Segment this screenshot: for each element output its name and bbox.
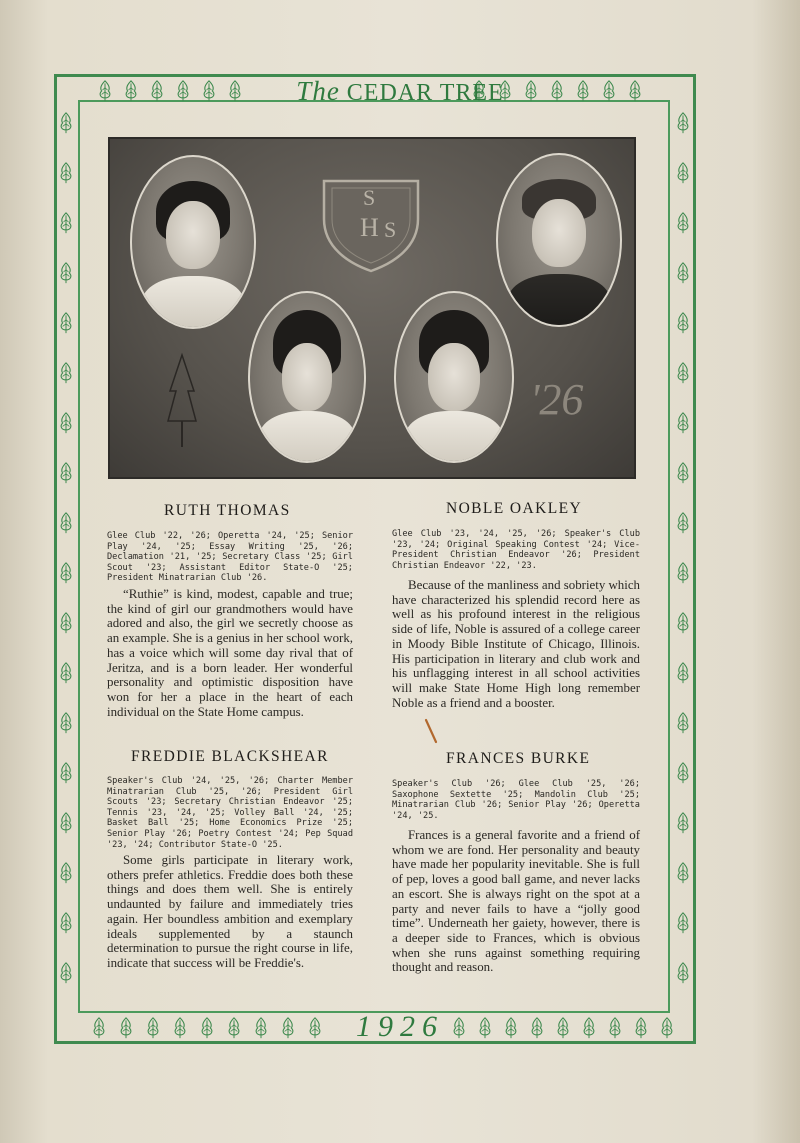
cedar-tree-icon <box>59 862 73 888</box>
cedar-tree-icon <box>676 412 690 438</box>
senior-group-photo <box>108 137 636 479</box>
portrait-freddie-blackshear <box>248 291 366 463</box>
activities-noble-oakley: Glee Club '23, '24, '25, '26; Speaker's Club '23, '24; Original Speaking Contest '24; Vice-President Christian Endeavor '26; President Christian Endeavor '22, '23. <box>392 529 640 571</box>
cedar-tree-icon <box>59 112 73 138</box>
cedar-tree-icon <box>59 462 73 488</box>
photo-year-mark: '26 <box>530 375 584 424</box>
cedar-tree-icon <box>59 662 73 688</box>
cedar-tree-icon <box>59 312 73 338</box>
cedar-tree-icon <box>676 662 690 688</box>
activities-frances-burke: Speaker's Club '26; Glee Club '25, '26; Saxophone Sextette '25; Mandolin Club '25; Minatrarian Club '26; Senior Play '26; Operetta '24, '25. <box>392 779 640 821</box>
cedar-tree-icon <box>59 912 73 938</box>
cedar-tree-icon <box>676 812 690 838</box>
cedar-tree-icon <box>59 712 73 738</box>
activities-freddie-blackshear: Speaker's Club '24, '25, '26; Charter Member Minatrarian Club '25, '26; President Girl Scouts '23; Secretary Christian Endeavor '25; Tennis '23, '24, '25; Volley Ball '24, '25; Basket Ball '25; Home Economics Prize '25; Senior Play '26; Poetry Contest '24; Pep Squad '23, '24; Contributor State-O '25. <box>107 776 353 850</box>
crest-letter-s-right: S <box>384 217 397 242</box>
cedar-emblem-icon <box>162 351 202 451</box>
cedar-tree-icon <box>59 212 73 238</box>
bio-frances-burke: Frances is a general favorite and a friend of whom we are fond. Her personality and beauty have made her popularity inevitable. She is full of pep, loves a good ball game, and never lacks an escort. She is always right on the spot at a party and never fails to have a “jolly good time”. Underneath her gaiety, however, there is a deeper side to Frances, which is obvious when she runs against something requiring thought and reason. <box>392 828 640 975</box>
pen-mark-icon <box>424 718 438 744</box>
crest-letter-h: H <box>360 213 379 242</box>
bio-noble-oakley: Because of the manliness and sobriety which have characterized his splendid record here as well as his profound interest in the religious side of life, Noble is assured of a college career in Moody Bible Institute of Chicago, Illinois. His participation in literary and club work and his unflagging interest in all school activities will make State Home High long remember Noble as a friend and a booster. <box>392 578 640 710</box>
cedar-tree-icon <box>59 162 73 188</box>
cedar-tree-icon <box>676 162 690 188</box>
cedar-tree-icon <box>59 812 73 838</box>
cedar-tree-icon <box>59 362 73 388</box>
cedar-tree-icon <box>676 912 690 938</box>
senior-name-noble-oakley: NOBLE OAKLEY <box>446 500 583 517</box>
crest-letter-s-top: S <box>363 185 376 210</box>
cedar-tree-icon <box>676 562 690 588</box>
masthead-name: CEDAR TREE <box>346 80 504 106</box>
bio-ruth-thomas: “Ruthie” is kind, modest, capable and true; the kind of girl our grandmothers would have adored and also, the girl we secretly choose as an example. She is a genius in her school work, has a voice which will some day rival that of Jeritza, and is a born leader. Her wonderful personality and optimistic disposition have won for her a place in the heart of each individual on the State Home campus. <box>107 587 353 719</box>
cedar-tree-icon <box>59 762 73 788</box>
bio-freddie-blackshear: Some girls participate in literary work, others prefer athletics. Freddie does both these things and does them well. She is entirely undaunted by failure and immediately tries again. Her boundless ambition and exemplary ideals supplemented by a staunch determination to pursue the right course in life, indicate that success will be Freddie's. <box>107 853 353 970</box>
senior-name-freddie-blackshear: FREDDIE BLACKSHEAR <box>131 748 329 765</box>
cedar-tree-icon <box>676 762 690 788</box>
portrait-frances-burke <box>394 291 514 463</box>
masthead-title <box>0 76 800 107</box>
cedar-tree-icon <box>676 862 690 888</box>
cedar-tree-icon <box>676 962 690 988</box>
footer-year: 1926 <box>356 1010 444 1043</box>
portrait-noble-oakley <box>496 153 622 327</box>
cedar-tree-icon <box>59 562 73 588</box>
cedar-tree-icon <box>59 962 73 988</box>
senior-name-frances-burke: FRANCES BURKE <box>446 750 591 767</box>
cedar-tree-icon <box>676 212 690 238</box>
cedar-tree-icon <box>676 362 690 388</box>
cedar-tree-icon <box>676 262 690 288</box>
activities-ruth-thomas: Glee Club '22, '26; Operetta '24, '25; Senior Play '24, '25; Essay Writing '25, '26; Declamation '21, '25; Secretary Class '25; Girl Scout '23; Assistant Editor State-O '25; President Minatrarian Club '26. <box>107 531 353 584</box>
cedar-tree-icon <box>676 312 690 338</box>
cedar-tree-icon <box>59 512 73 538</box>
cedar-tree-icon <box>676 462 690 488</box>
senior-name-ruth-thomas: RUTH THOMAS <box>164 502 291 519</box>
cedar-tree-icon <box>59 412 73 438</box>
cedar-tree-icon <box>676 712 690 738</box>
cedar-tree-icon <box>676 112 690 138</box>
masthead-prefix: The <box>296 76 340 106</box>
cedar-tree-icon <box>59 262 73 288</box>
cedar-tree-icon <box>59 612 73 638</box>
portrait-ruth-thomas <box>130 155 256 329</box>
cedar-tree-icon <box>676 612 690 638</box>
cedar-tree-icon <box>676 512 690 538</box>
